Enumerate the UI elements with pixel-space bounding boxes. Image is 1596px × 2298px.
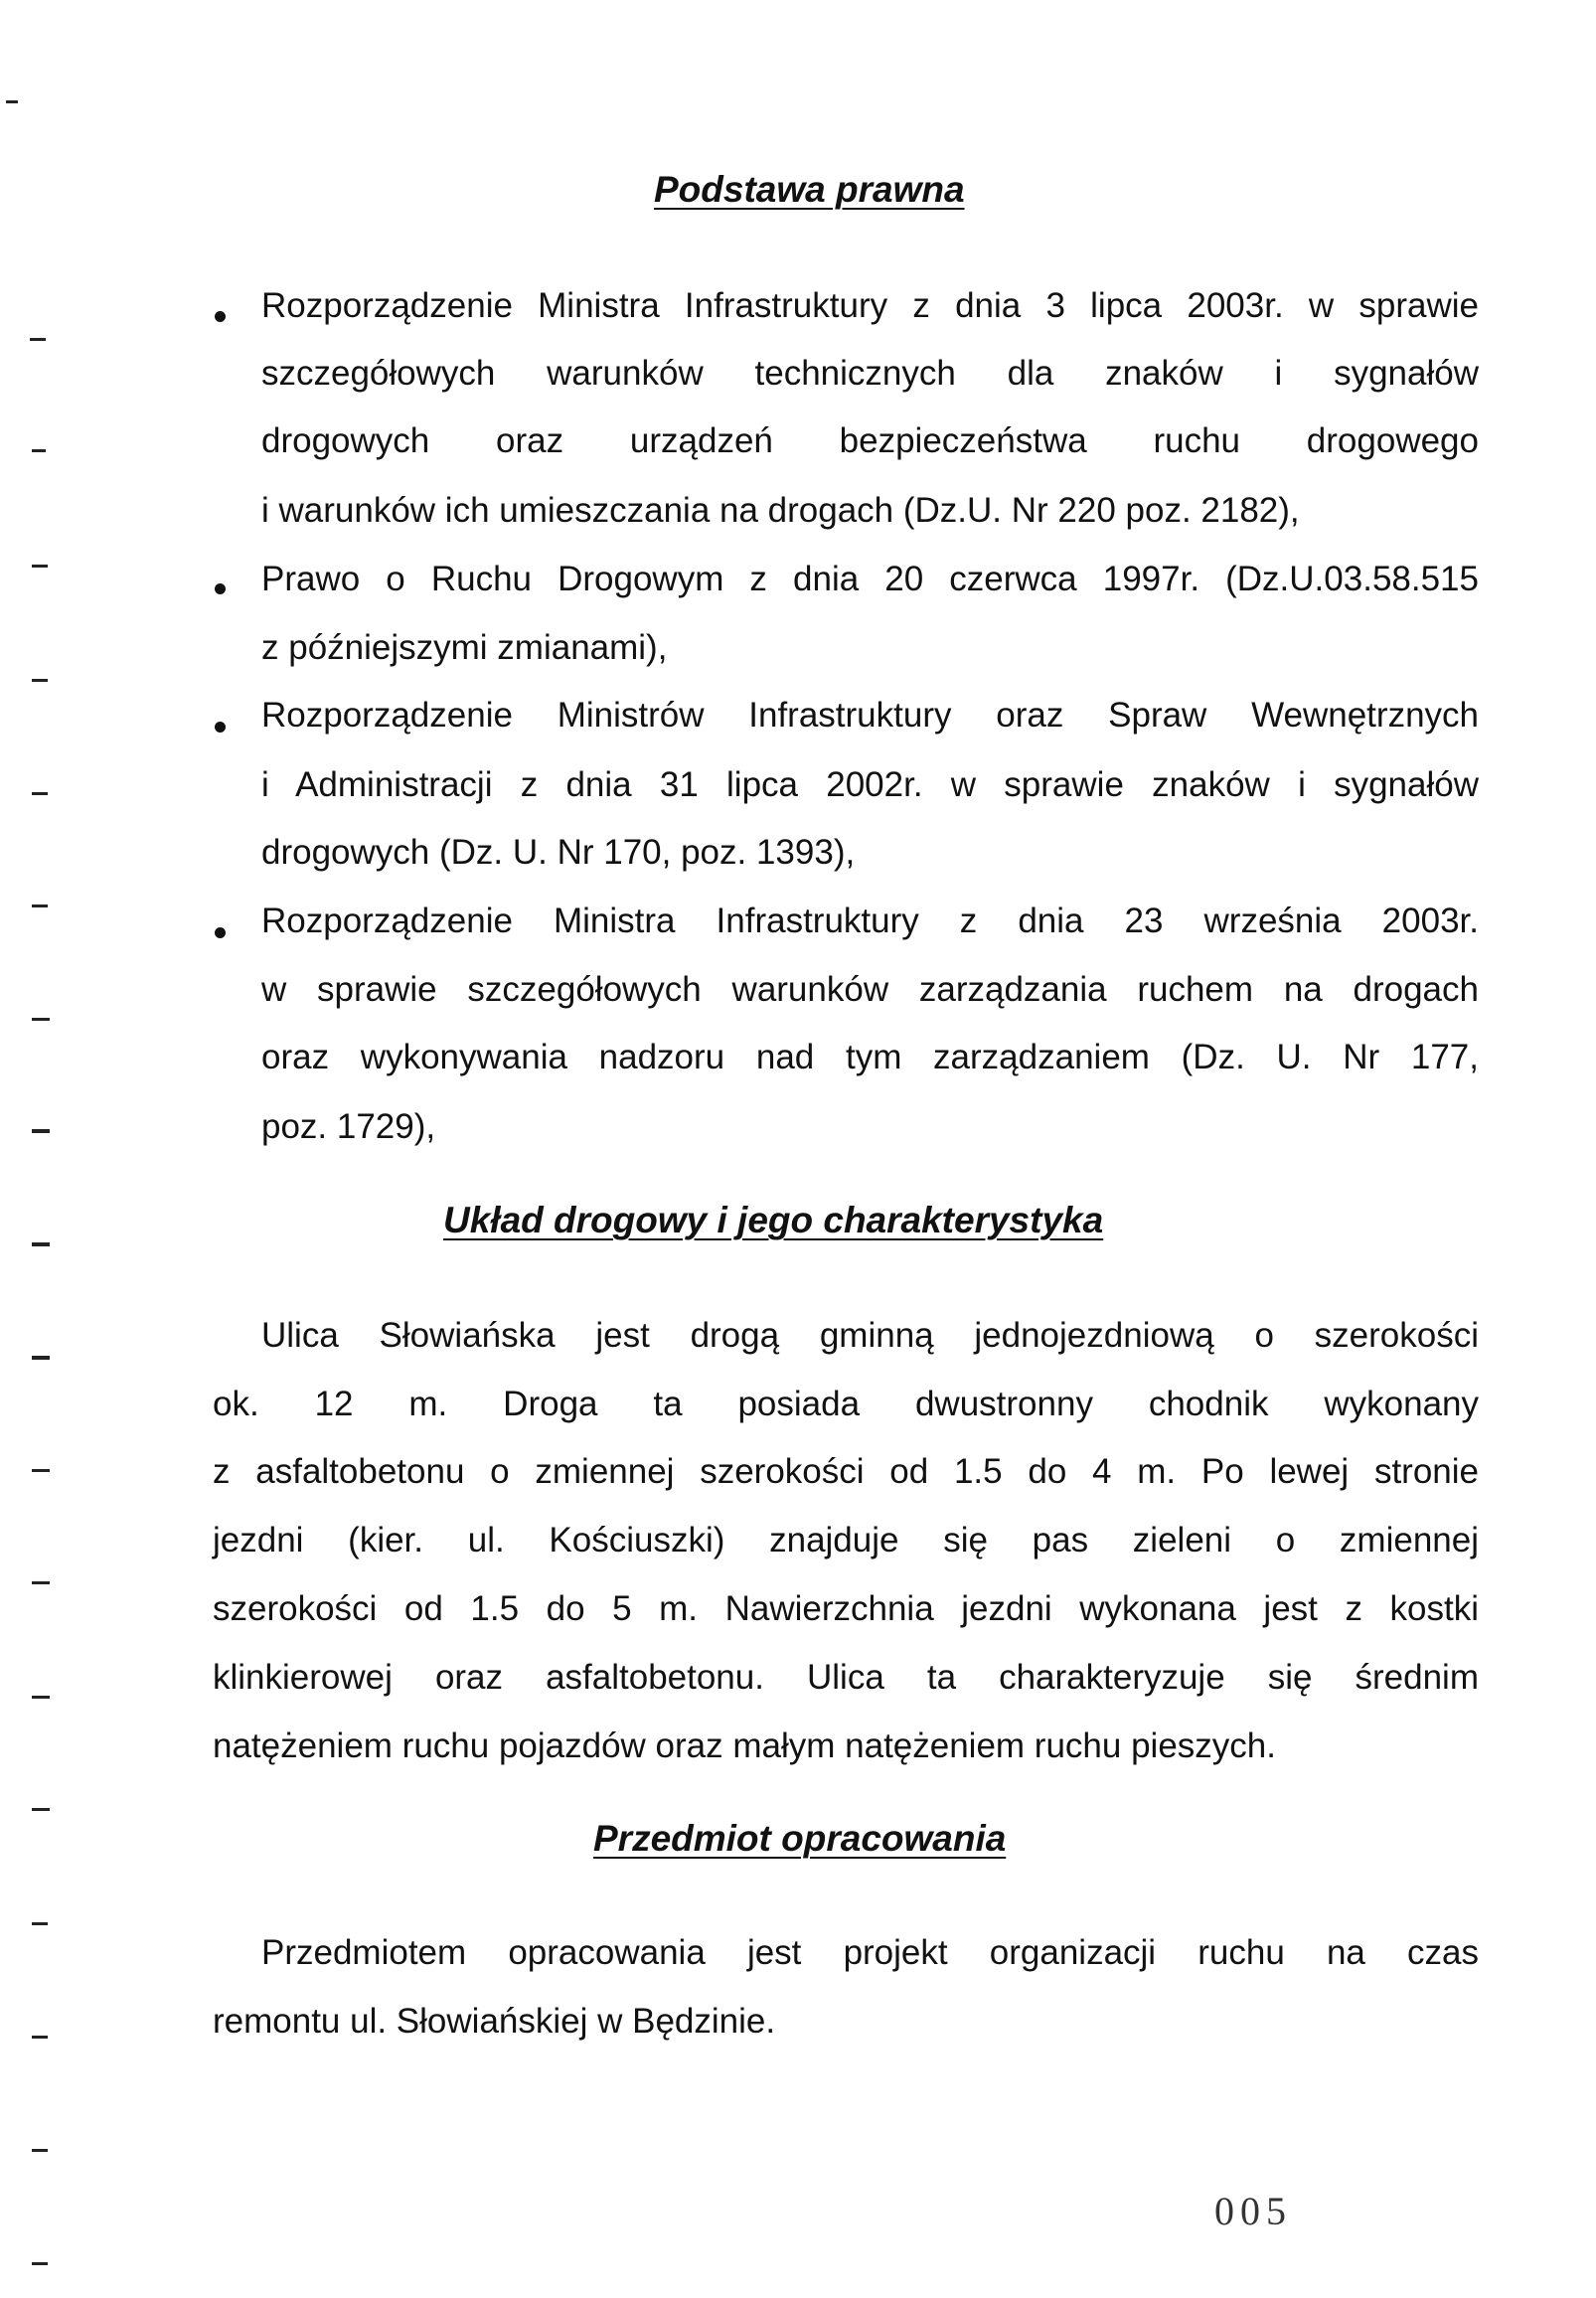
legal-basis-line: Rozporządzenie Ministra Infrastruktury z dnia 23 września 2003r. bbox=[261, 902, 1479, 940]
scan-mark bbox=[30, 338, 46, 341]
subject-line: remontu ul. Słowiańskiej w Będzinie. bbox=[213, 2002, 776, 2041]
scan-mark bbox=[32, 1696, 50, 1699]
legal-basis-line: Prawo o Ruchu Drogowym z dnia 20 czerwca 1997r. (Dz.U.03.58.515 bbox=[261, 560, 1479, 598]
road-layout-line: ok. 12 m. Droga ta posiada dwustronny chodnik wykonany bbox=[213, 1385, 1479, 1423]
scan-mark bbox=[32, 792, 48, 795]
scan-mark bbox=[32, 1922, 48, 1925]
road-layout-line: natężeniem ruchu pojazdów oraz małym natężeniem ruchu pieszych. bbox=[213, 1726, 1276, 1765]
scan-mark bbox=[32, 449, 46, 452]
scan-mark bbox=[32, 1469, 50, 1472]
scan-mark bbox=[32, 1356, 50, 1360]
legal-basis-line: z późniejszymi zmianami), bbox=[261, 628, 668, 667]
bullet-icon bbox=[215, 927, 226, 938]
section-heading-legal-basis: Podstawa prawna bbox=[654, 169, 965, 210]
scan-mark bbox=[32, 1808, 50, 1811]
legal-basis-line: oraz wykonywania nadzoru nad tym zarządzaniem (Dz. U. Nr 177, bbox=[261, 1038, 1479, 1076]
subject-line: Przedmiotem opracowania jest projekt organizacji ruchu na czas bbox=[261, 1933, 1479, 1972]
scan-mark bbox=[32, 1242, 50, 1246]
scan-mark bbox=[32, 1581, 50, 1584]
road-layout-line: Ulica Słowiańska jest drogą gminną jednojezdniową o szerokości bbox=[261, 1316, 1479, 1355]
bullet-icon bbox=[215, 722, 226, 733]
legal-basis-line: Rozporządzenie Ministra Infrastruktury z dnia 3 lipca 2003r. w sprawie bbox=[261, 286, 1479, 325]
scan-mark bbox=[32, 2262, 48, 2265]
scan-mark bbox=[32, 1018, 50, 1021]
page-number: 005 bbox=[1214, 2189, 1292, 2233]
bullet-icon bbox=[215, 311, 226, 322]
scan-mark bbox=[32, 679, 48, 682]
road-layout-line: klinkierowej oraz asfaltobetonu. Ulica ta charakteryzuje się średnim bbox=[213, 1658, 1479, 1697]
legal-basis-line: poz. 1729), bbox=[261, 1107, 436, 1146]
bullet-icon bbox=[215, 583, 226, 594]
road-layout-line: szerokości od 1.5 do 5 m. Nawierzchnia jezdni wykonana jest z kostki bbox=[213, 1589, 1479, 1628]
legal-basis-line: Rozporządzenie Ministrów Infrastruktury oraz Spraw Wewnętrznych bbox=[261, 696, 1479, 735]
scan-mark bbox=[32, 2036, 48, 2039]
legal-basis-line: w sprawie szczegółowych warunków zarządzania ruchem na drogach bbox=[261, 970, 1479, 1009]
scan-mark bbox=[32, 2149, 48, 2152]
section-heading-subject: Przedmiot opracowania bbox=[593, 1818, 1007, 1859]
legal-basis-line: drogowych (Dz. U. Nr 170, poz. 1393), bbox=[261, 833, 856, 872]
scan-mark bbox=[32, 565, 48, 568]
road-layout-line: jezdni (kier. ul. Kościuszki) znajduje się pas zieleni o zmiennej bbox=[213, 1521, 1479, 1559]
scan-mark bbox=[32, 904, 48, 907]
scan-mark bbox=[32, 1129, 50, 1133]
legal-basis-line: i Administracji z dnia 31 lipca 2002r. w sprawie znaków i sygnałów bbox=[261, 765, 1479, 804]
legal-basis-line: i warunków ich umieszczania na drogach (Dz.U. Nr 220 poz. 2182), bbox=[261, 491, 1300, 530]
legal-basis-line: szczegółowych warunków technicznych dla znaków i sygnałów bbox=[261, 354, 1479, 393]
scan-mark bbox=[6, 100, 18, 103]
road-layout-line: z asfaltobetonu o zmiennej szerokości od 1.5 do 4 m. Po lewej stronie bbox=[213, 1452, 1479, 1491]
legal-basis-line: drogowych oraz urządzeń bezpieczeństwa ruchu drogowego bbox=[261, 421, 1479, 460]
section-heading-road-layout: Układ drogowy i jego charakterystyka bbox=[443, 1200, 1104, 1240]
